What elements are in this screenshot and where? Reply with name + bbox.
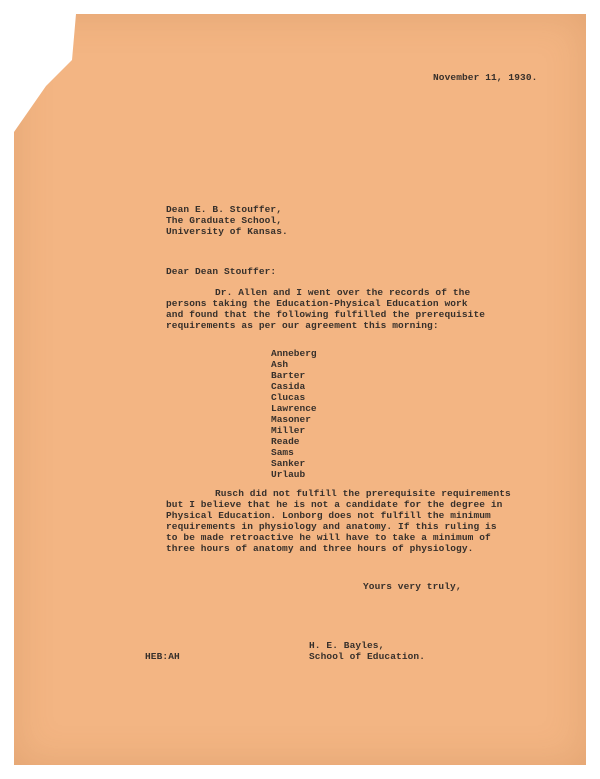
paragraph-line: requirements as per our agreement this morning: [166, 320, 439, 331]
names-list [271, 348, 317, 480]
list-item: Masoner [271, 414, 311, 425]
list-item: Anneberg [271, 348, 317, 359]
signature-title: School of Education. [309, 651, 426, 662]
address-line: The Graduate School, [166, 215, 283, 226]
salutation: Dear Dean Stouffer: [166, 266, 277, 277]
list-item: Casida [271, 381, 306, 392]
list-item: Reade [271, 436, 300, 447]
signature-name: H. E. Bayles, [309, 640, 385, 651]
body-paragraph-2 [166, 488, 526, 554]
list-item: Urlaub [271, 469, 306, 480]
list-item: Miller [271, 425, 306, 436]
body-paragraph-1 [166, 287, 526, 331]
address-line: University of Kansas. [166, 226, 288, 237]
paragraph-line: three hours of anatomy and three hours of physiology. [166, 543, 474, 554]
list-item: Sanker [271, 458, 306, 469]
letter-date: November 11, 1930. [433, 72, 538, 83]
paragraph-line: but I believe that he is not a candidate for the degree in [166, 499, 503, 510]
list-item: Sams [271, 447, 294, 458]
address-line: Dean E. B. Stouffer, [166, 204, 283, 215]
inside-address [166, 204, 288, 237]
list-item: Lawrence [271, 403, 317, 414]
paragraph-line: requirements in physiology and anatomy. If this ruling is [166, 521, 497, 532]
paragraph-line: Dr. Allen and I went over the records of the [215, 287, 471, 298]
paragraph-line: to be made retroactive he will have to take a minimum of [166, 532, 491, 543]
paragraph-line: persons taking the Education-Physical Education work [166, 298, 468, 309]
paragraph-line: Rusch did not fulfill the prerequisite requirements [215, 488, 511, 499]
list-item: Clucas [271, 392, 306, 403]
list-item: Ash [271, 359, 289, 370]
paragraph-line: Physical Education. Lonborg does not fulfill the minimum [166, 510, 491, 521]
signature-block [309, 640, 425, 662]
reference-initials: HEB:AH [145, 651, 180, 662]
paragraph-line: and found that the following fulfilled the prerequisite [166, 309, 486, 320]
list-item: Barter [271, 370, 306, 381]
closing: Yours very truly, [363, 581, 462, 592]
